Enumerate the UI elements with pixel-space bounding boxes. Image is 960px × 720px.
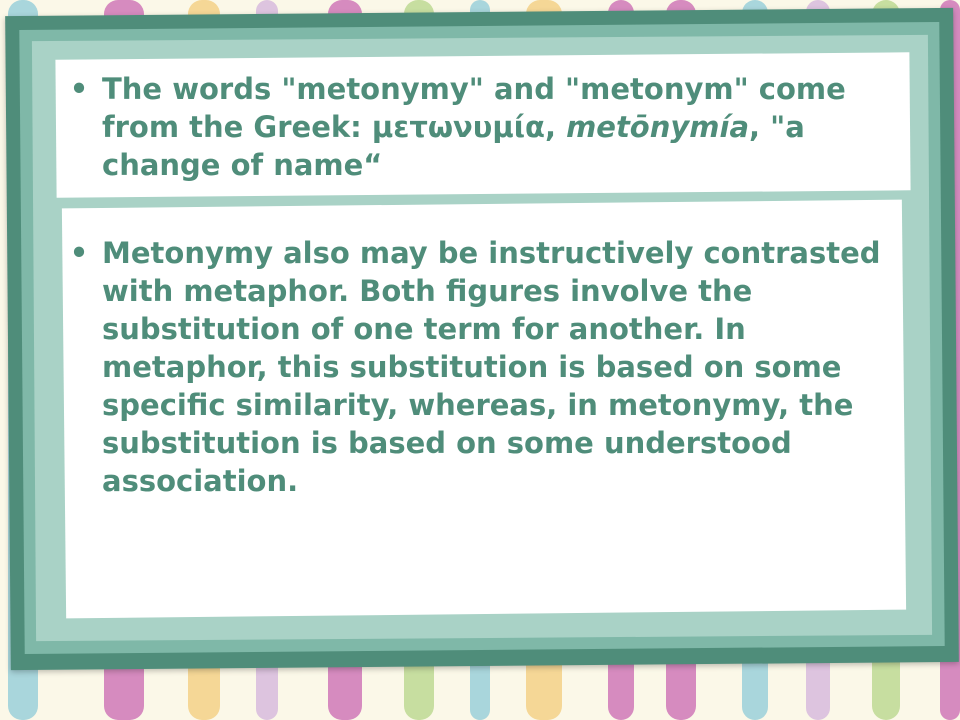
bullet-text: Metonymy also may be instructively contrasted with metaphor. Both figures involve the substitution of one term for another. In metaphor, this substitution is based on some specific similarity, whereas, in metonymy, the substitution is based on some understood association. bbox=[102, 236, 881, 498]
bullet-dot: • bbox=[69, 236, 89, 270]
bullet-dot: • bbox=[69, 72, 89, 106]
bullet-text-part1: The words "metonymy" and "metonym" come from the Greek: μετωνυμία, bbox=[102, 72, 846, 144]
bullet-metaphor-contrast bbox=[62, 234, 882, 500]
bullet-text-part2: , "a change of name“ bbox=[102, 110, 805, 182]
slide-content bbox=[62, 70, 882, 500]
bullet-etymology bbox=[62, 70, 882, 184]
bullet-text-italic: metōnymía bbox=[566, 110, 750, 144]
